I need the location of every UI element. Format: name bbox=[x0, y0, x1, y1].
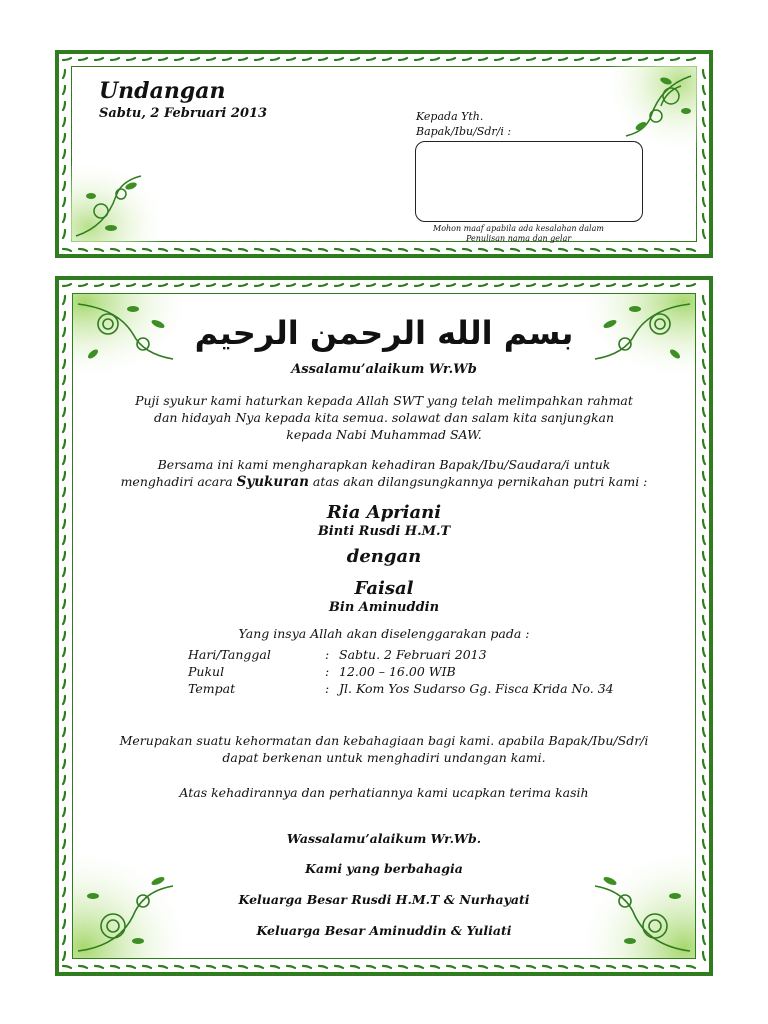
apology-note-line1: Mohon maaf apabila ada kesalahan dalam bbox=[433, 224, 604, 233]
detail-value-date: Sabtu. 2 Februari 2013 bbox=[339, 647, 487, 662]
family-signature-2: Keluarga Besar Aminuddin & Yuliati bbox=[256, 923, 512, 938]
salam-closing: Wassalamu’alaikum Wr.Wb. bbox=[286, 831, 482, 846]
request-line-2-pre: menghadiri acara bbox=[120, 474, 237, 489]
invitation-card bbox=[55, 276, 713, 976]
family-signature-1: Keluarga Besar Rusdi H.M.T & Nurhayati bbox=[238, 892, 530, 907]
event-name: Syukuran bbox=[236, 474, 309, 490]
thanks-line: Atas kehadirannya dan perhatiannya kami ucapkan terima kasih bbox=[179, 785, 589, 800]
groom-parent: Bin Aminuddin bbox=[328, 600, 440, 615]
signature-intro: Kami yang berbahagia bbox=[305, 861, 463, 876]
request-line-2 bbox=[55, 473, 713, 491]
bride-parent: Binti Rusdi H.M.T bbox=[317, 524, 451, 539]
detail-colon: : bbox=[325, 681, 330, 696]
opening-line-3: kepada Nabi Muhammad SAW. bbox=[286, 427, 482, 442]
envelope-date: Sabtu, 2 Februari 2013 bbox=[99, 106, 268, 121]
detail-value-place: Jl. Kom Yos Sudarso Gg. Fisca Krida No. 34 bbox=[339, 681, 614, 696]
envelope-card bbox=[55, 50, 713, 258]
recipient-label: Kepada Yth. bbox=[416, 110, 484, 123]
closing-line-1: Merupakan suatu kehormatan dan kebahagiaan bagi kami. apabila Bapak/Ibu/Sdr/i bbox=[119, 733, 649, 748]
opening-line-2: dan hidayah Nya kepada kita semua. solawat dan salam kita sanjungkan bbox=[153, 410, 615, 425]
bride-name: Ria Apriani bbox=[326, 502, 442, 523]
recipient-address-box[interactable] bbox=[415, 141, 643, 222]
detail-value-time: 12.00 – 16.00 WIB bbox=[339, 664, 456, 679]
connector-text: dengan bbox=[346, 546, 422, 567]
opening-line-1: Puji syukur kami haturkan kepada Allah SWT yang telah melimpahkan rahmat bbox=[135, 393, 633, 408]
apology-note-line2: Penulisan nama dan gelar bbox=[466, 234, 572, 243]
detail-label-place: Tempat bbox=[188, 681, 236, 696]
detail-label-date: Hari/Tanggal bbox=[188, 647, 271, 662]
detail-colon: : bbox=[325, 647, 330, 662]
detail-label-time: Pukul bbox=[188, 664, 225, 679]
envelope-title: Undangan bbox=[99, 78, 226, 104]
request-line-2-post: atas akan dilangsungkannya pernikahan putri kami : bbox=[308, 474, 648, 489]
schedule-intro: Yang insya Allah akan diselenggarakan pada : bbox=[238, 626, 530, 641]
bismillah-calligraphy: بسم الله الرحمن الرحيم bbox=[194, 314, 574, 352]
detail-colon: : bbox=[325, 664, 330, 679]
closing-line-2: dapat berkenan untuk menghadiri undangan kami. bbox=[222, 750, 546, 765]
recipient-salutation: Bapak/Ibu/Sdr/i : bbox=[416, 125, 512, 138]
greeting: Assalamu’alaikum Wr.Wb bbox=[291, 362, 477, 377]
groom-name: Faisal bbox=[354, 578, 414, 599]
request-line-1: Bersama ini kami mengharapkan kehadiran Bapak/Ibu/Saudara/i untuk bbox=[157, 457, 611, 472]
